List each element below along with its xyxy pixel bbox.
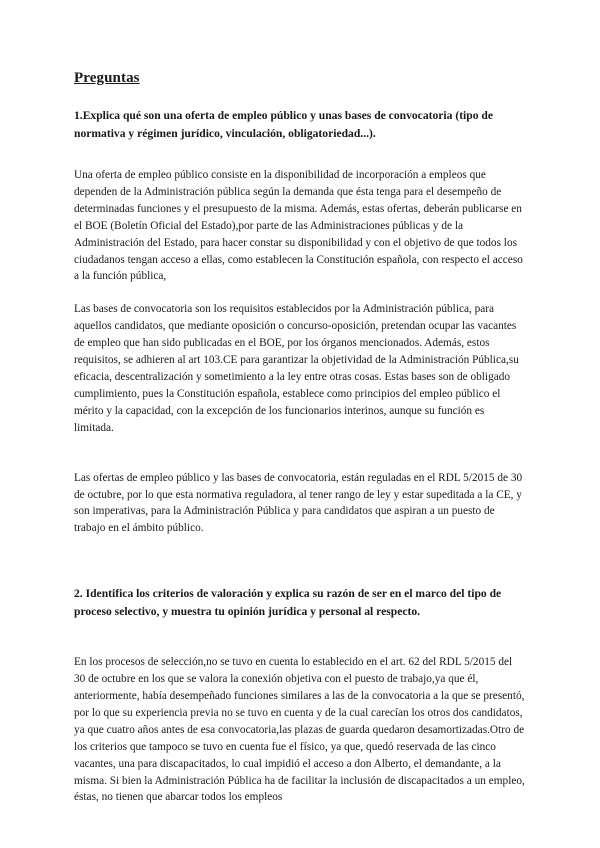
page-title: Preguntas [74,70,140,86]
spacer [74,437,526,470]
spacer [74,620,526,654]
document-page [74,70,526,806]
question-1-heading: 1.Explica qué son una oferta de empleo público y unas bases de convocatoria (tipo de normativa y régimen jurídico, vinculación, obligatoriedad...). [74,109,494,140]
spacer [74,142,526,167]
q1-paragraph-offer: Una oferta de empleo público consiste en la disponibilidad de incorporación a empleos que dependen de la Administración pública según la demanda que ésta tenga para el desempeño de determinadas funciones y el presupuesto de la misma. Además, estas ofertas, deberán publicarse en el BOE (Boletín Oficial del Estado),por parte de las Administraciones públicas y de la Administración del Estado, para hacer constar su disponibilidad y con el objetivo de que todos los ciudadanos tengan acceso a ellas, como establecen la Constitución española, con respecto el acceso a la función pública, [74,169,523,283]
question-2-heading: 2. Identifica los criterios de valoración y explica su razón de ser en el marco del tipo de proceso selectivo, y muestra tu opinión jurídica y personal al respecto. [74,587,502,618]
q1-paragraph-bases: Las bases de convocatoria son los requisitos establecidos por la Administración pública, para aquellos candidatos, que mediante oposición o concurso-oposición, pretendan ocupar las vacantes de empleo que han sido publicadas en el BOE, por los órganos mencionados. Además, estos requisitos, se adhieren al art 103.CE para garantizar la objetividad de la Administración Pública,su eficacia, descentralización y sometimiento a la ley entre otras cosas. Estas bases son de obligado cumplimiento, pues la Constitución española, establece como principios del empleo público el mérito y la capacidad, con la excepción de los funcionarios interinos, aunque su función es limitada. [74,303,519,434]
spacer [74,285,526,301]
spacer [74,537,526,585]
q2-paragraph-criteria: En los procesos de selección,no se tuvo en cuenta lo establecido en el art. 62 del RDL 5/2015 del 30 de octubre en los que se valora la conexión objetiva con el puesto de trabajo,ya que él, anteriormente, había desempeñado funciones similares a las de la convocatoria a la que se presentó, por lo que su experiencia previa no se tuvo en cuenta y de la cual carecían los otros dos candidatos, ya que cuatro años antes de esa convocatoria,las plazas de guarda quedaron desamortizadas.Otro de los criterios que tampoco se tuvo en cuenta fue el físico, ya que, quedó reservada de las cinco vacantes, una para discapacitados, lo cual impidió el acceso a don Alberto, el demandante, a la misma. Si bien la Administración Pública ha de facilitar la inclusión de discapacitados a un empleo, éstas, no tienen que abarcar todos los empleos [74,656,525,804]
q1-paragraph-regulation: Las ofertas de empleo público y las bases de convocatoria, están reguladas en el RDL 5/2015 de 30 de octubre, por lo que esta normativa reguladora, al tener rango de ley y estar supeditada a la CE, y son imperativas, para la Administración Pública y para candidatos que aspiran a un puesto de trabajo en el ámbito público. [74,471,523,535]
